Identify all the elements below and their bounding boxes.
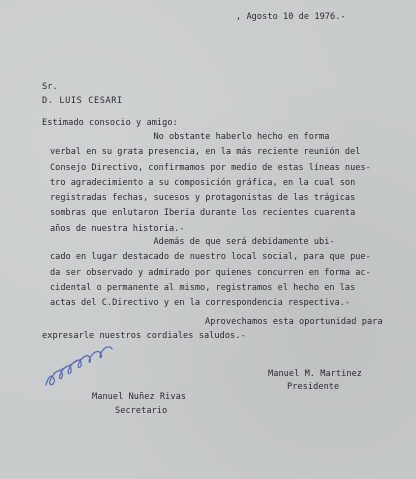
paragraph-1-line: No obstante haberlo hecho en forma bbox=[50, 132, 330, 142]
closing-line-1: Aprovechamos esta oportunidad para bbox=[205, 317, 383, 327]
date-line: , Agosto 10 de 1976.- bbox=[236, 12, 346, 22]
greeting: Estimado consocio y amigo: bbox=[42, 118, 178, 128]
paragraph-1-line: sombras que enlutaron Iberia durante los recientes cuarenta bbox=[50, 208, 356, 219]
paragraph-1 bbox=[50, 130, 371, 237]
paragraph-1-line: años de nuestra historia.- bbox=[50, 223, 185, 234]
paragraph-2-line: da ser observado y admirado por quienes concurren en forma ac- bbox=[50, 267, 371, 278]
handwritten-signature bbox=[40, 333, 120, 393]
paragraph-1-line: tro agradecimiento a su composición gráfica, en la cual son bbox=[50, 177, 356, 188]
paragraph-2-line: cidental o permanente al mismo, registramos el hecho en las bbox=[50, 282, 356, 293]
secretary-title: Secretario bbox=[115, 406, 168, 416]
secretary-name: Manuel Nuñez Rivas bbox=[92, 392, 187, 402]
president-title: Presidente bbox=[287, 382, 340, 392]
paragraph-1-line: registradas fechas, sucesos y protagonistas de las trágicas bbox=[50, 193, 356, 204]
president-name: Manuel M. Martinez bbox=[268, 369, 363, 379]
closing-line-2: expresarle nuestros cordiales saludos.- bbox=[42, 331, 246, 341]
paragraph-2-line: Además de que será debidamente ubi- bbox=[50, 237, 335, 247]
salutation-title: Sr. bbox=[42, 82, 58, 92]
paragraph-2-line: cado en lugar destacado de nuestro local social, para que pue- bbox=[50, 252, 371, 263]
paragraph-2-line: actas del C.Directivo y en la correspondencia respectiva.- bbox=[50, 298, 351, 309]
recipient-name: D. LUIS CESARI bbox=[42, 96, 123, 106]
paragraph-1-line: Consejo Directivo, confirmamos por medio de estas líneas nues- bbox=[50, 162, 371, 173]
paragraph-1-line: verbal en su grata presencia, en la más reciente reunión del bbox=[50, 147, 361, 158]
paragraph-2 bbox=[50, 235, 371, 311]
